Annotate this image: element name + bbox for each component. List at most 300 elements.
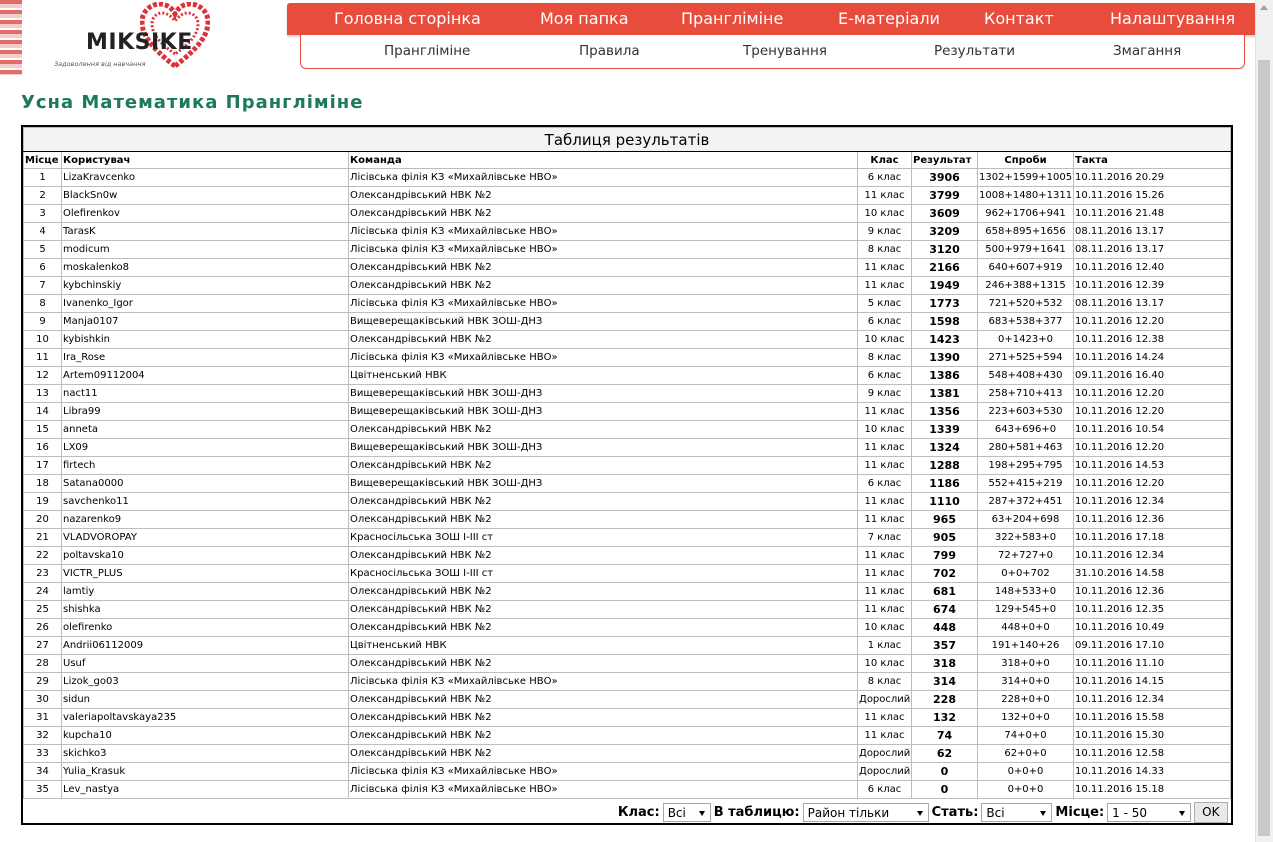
cell-result: 1356: [912, 403, 978, 421]
cell-attempts: 0+0+0: [978, 763, 1074, 781]
table-row: [24, 367, 1231, 385]
cell-class: 11 клас: [858, 547, 912, 565]
table-row: [24, 655, 1231, 673]
cell-place: 7: [24, 277, 62, 295]
ornament-strip: [0, 0, 22, 75]
cell-team: Олександрівський НВК №2: [349, 331, 858, 349]
cell-class: 11 клас: [858, 277, 912, 295]
class-filter-label: Клас:: [617, 804, 660, 820]
cell-time: 10.11.2016 12.20: [1074, 385, 1231, 403]
cell-result: 702: [912, 565, 978, 583]
cell-class: 6 клас: [858, 367, 912, 385]
cell-class: 10 клас: [858, 205, 912, 223]
cell-time: 10.11.2016 14.33: [1074, 763, 1231, 781]
cell-class: 11 клас: [858, 439, 912, 457]
cell-place: 26: [24, 619, 62, 637]
cell-place: 20: [24, 511, 62, 529]
cell-place: 15: [24, 421, 62, 439]
cell-attempts: 129+545+0: [978, 601, 1074, 619]
cell-user[interactable]: sidun: [62, 691, 349, 709]
cell-attempts: 63+204+698: [978, 511, 1074, 529]
cell-user[interactable]: Ira_Rose: [62, 349, 349, 367]
cell-team: Вищеверещаківський НВК ЗОШ-ДНЗ: [349, 403, 858, 421]
header-user[interactable]: Користувач: [62, 152, 349, 169]
cell-time: 10.11.2016 15.26: [1074, 187, 1231, 205]
cell-team: Лісівська філія КЗ «Михайлівське НВО»: [349, 673, 858, 691]
cell-class: Дорослий: [858, 745, 912, 763]
cell-attempts: 246+388+1315: [978, 277, 1074, 295]
vertical-scrollbar[interactable]: [1255, 0, 1273, 842]
cell-class: Дорослий: [858, 691, 912, 709]
cell-time: 10.11.2016 12.36: [1074, 583, 1231, 601]
cell-place: 27: [24, 637, 62, 655]
cell-time: 10.11.2016 10.49: [1074, 619, 1231, 637]
cell-attempts: 643+696+0: [978, 421, 1074, 439]
cell-result: 1598: [912, 313, 978, 331]
cell-result: 1110: [912, 493, 978, 511]
cell-attempts: 287+372+451: [978, 493, 1074, 511]
cell-user[interactable]: Lizok_go03: [62, 673, 349, 691]
cell-class: 6 клас: [858, 781, 912, 799]
cell-user[interactable]: poltavska10: [62, 547, 349, 565]
cell-place: 14: [24, 403, 62, 421]
table-row: [24, 421, 1231, 439]
cell-attempts: 322+583+0: [978, 529, 1074, 547]
cell-attempts: 198+295+795: [978, 457, 1074, 475]
cell-user[interactable]: nazarenko9: [62, 511, 349, 529]
cell-time: 08.11.2016 13.17: [1074, 223, 1231, 241]
cell-result: 3799: [912, 187, 978, 205]
cell-attempts: 148+533+0: [978, 583, 1074, 601]
cell-result: 1288: [912, 457, 978, 475]
cell-attempts: 683+538+377: [978, 313, 1074, 331]
scrollbar-thumb[interactable]: [1258, 60, 1270, 836]
cell-attempts: 658+895+1656: [978, 223, 1074, 241]
cell-place: 12: [24, 367, 62, 385]
table-header-row: [24, 152, 1231, 169]
table-row: [24, 403, 1231, 421]
cell-team: Олександрівський НВК №2: [349, 511, 858, 529]
header-result[interactable]: Результат: [912, 152, 978, 169]
cell-class: 7 клас: [858, 529, 912, 547]
cell-result: 228: [912, 691, 978, 709]
cell-place: 10: [24, 331, 62, 349]
cell-class: 10 клас: [858, 619, 912, 637]
cell-place: 31: [24, 709, 62, 727]
cell-class: 8 клас: [858, 673, 912, 691]
cell-result: 3209: [912, 223, 978, 241]
cell-result: 318: [912, 655, 978, 673]
cell-result: 799: [912, 547, 978, 565]
cell-result: 1423: [912, 331, 978, 349]
cell-result: 0: [912, 763, 978, 781]
table-row: [24, 673, 1231, 691]
table-row: [24, 619, 1231, 637]
cell-result: 905: [912, 529, 978, 547]
cell-user[interactable]: Ivanenko_Igor: [62, 295, 349, 313]
cell-time: 10.11.2016 15.58: [1074, 709, 1231, 727]
subnav-results[interactable]: Результати: [934, 43, 1015, 59]
header-attempts[interactable]: Спроби: [978, 152, 1074, 169]
cell-team: Лісівська філія КЗ «Михайлівське НВО»: [349, 169, 858, 187]
cell-result: 3906: [912, 169, 978, 187]
cell-team: Олександрівський НВК №2: [349, 259, 858, 277]
scroll-up-arrow-icon[interactable]: [1260, 5, 1268, 10]
cell-class: 11 клас: [858, 493, 912, 511]
cell-attempts: 1008+1480+1311: [978, 187, 1074, 205]
cell-user[interactable]: nact11: [62, 385, 349, 403]
cell-result: 357: [912, 637, 978, 655]
cell-time: 10.11.2016 10.54: [1074, 421, 1231, 439]
cell-user[interactable]: Olefirenkov: [62, 205, 349, 223]
cell-user[interactable]: BlackSn0w: [62, 187, 349, 205]
cell-class: 10 клас: [858, 331, 912, 349]
cell-time: 08.11.2016 13.17: [1074, 295, 1231, 313]
cell-attempts: 500+979+1641: [978, 241, 1074, 259]
cell-team: Олександрівський НВК №2: [349, 745, 858, 763]
cell-team: Олександрівський НВК №2: [349, 619, 858, 637]
cell-user[interactable]: LX09: [62, 439, 349, 457]
cell-time: 10.11.2016 17.18: [1074, 529, 1231, 547]
cell-attempts: 271+525+594: [978, 349, 1074, 367]
cell-team: Олександрівський НВК №2: [349, 547, 858, 565]
filter-cell: [24, 799, 1231, 826]
cell-user[interactable]: shishka: [62, 601, 349, 619]
cell-result: 1339: [912, 421, 978, 439]
cell-result: 1324: [912, 439, 978, 457]
cell-result: 1381: [912, 385, 978, 403]
cell-time: 10.11.2016 12.36: [1074, 511, 1231, 529]
main-navigation: [287, 3, 1258, 35]
cell-class: 10 клас: [858, 655, 912, 673]
header-class[interactable]: Клас: [858, 152, 912, 169]
table-row: [24, 565, 1231, 583]
results-table: [21, 125, 1233, 825]
cell-place: 5: [24, 241, 62, 259]
cell-user[interactable]: skichko3: [62, 745, 349, 763]
place-filter-select[interactable]: 1 - 50: [1107, 803, 1191, 822]
cell-class: 10 клас: [858, 421, 912, 439]
cell-place: 11: [24, 349, 62, 367]
table-row: [24, 745, 1231, 763]
cell-user[interactable]: modicum: [62, 241, 349, 259]
cell-attempts: 640+607+919: [978, 259, 1074, 277]
cell-attempts: 72+727+0: [978, 547, 1074, 565]
cell-team: Олександрівський НВК №2: [349, 655, 858, 673]
cell-user[interactable]: moskalenko8: [62, 259, 349, 277]
cell-class: 5 клас: [858, 295, 912, 313]
cell-team: Олександрівський НВК №2: [349, 187, 858, 205]
cell-class: 1 клас: [858, 637, 912, 655]
logo-text: MIKSIKE: [86, 30, 193, 55]
cell-user[interactable]: firtech: [62, 457, 349, 475]
cell-result: 74: [912, 727, 978, 745]
cell-team: Лісівська філія КЗ «Михайлівське НВО»: [349, 763, 858, 781]
cell-time: 10.11.2016 14.24: [1074, 349, 1231, 367]
cell-result: 1390: [912, 349, 978, 367]
cell-time: 31.10.2016 14.58: [1074, 565, 1231, 583]
cell-user[interactable]: kybishkin: [62, 331, 349, 349]
table-row: [24, 457, 1231, 475]
cell-team: Олександрівський НВК №2: [349, 709, 858, 727]
subnav-training[interactable]: Тренування: [743, 43, 827, 59]
cell-attempts: 0+0+702: [978, 565, 1074, 583]
table-row: [24, 475, 1231, 493]
cell-user[interactable]: Manja0107: [62, 313, 349, 331]
subnav-pranglimine[interactable]: Прангліміне: [384, 43, 471, 59]
cell-attempts: 721+520+532: [978, 295, 1074, 313]
table-row: [24, 529, 1231, 547]
cell-user[interactable]: savchenko11: [62, 493, 349, 511]
cell-class: 6 клас: [858, 313, 912, 331]
cell-attempts: 62+0+0: [978, 745, 1074, 763]
gender-filter-select[interactable]: Всі: [981, 803, 1052, 822]
header-time[interactable]: Такта: [1074, 152, 1231, 169]
cell-place: 32: [24, 727, 62, 745]
cell-place: 33: [24, 745, 62, 763]
cell-attempts: 448+0+0: [978, 619, 1074, 637]
cell-attempts: 314+0+0: [978, 673, 1074, 691]
table-row: [24, 331, 1231, 349]
table-row: [24, 691, 1231, 709]
table-row: [24, 223, 1231, 241]
cell-team: Вищеверещаківський НВК ЗОШ-ДНЗ: [349, 385, 858, 403]
cell-attempts: 1302+1599+1005: [978, 169, 1074, 187]
table-row: [24, 313, 1231, 331]
cell-place: 9: [24, 313, 62, 331]
cell-place: 34: [24, 763, 62, 781]
cell-time: 10.11.2016 11.10: [1074, 655, 1231, 673]
cell-place: 2: [24, 187, 62, 205]
cell-class: 11 клас: [858, 727, 912, 745]
table-row: [24, 277, 1231, 295]
table-body: [24, 169, 1231, 799]
cell-time: 10.11.2016 21.48: [1074, 205, 1231, 223]
cell-team: Олександрівський НВК №2: [349, 205, 858, 223]
cell-team: Олександрівський НВК №2: [349, 457, 858, 475]
nav-my-folder[interactable]: Моя папка: [540, 9, 629, 28]
table-row: [24, 511, 1231, 529]
cell-team: Олександрівський НВК №2: [349, 583, 858, 601]
cell-time: 10.11.2016 15.18: [1074, 781, 1231, 799]
cell-user[interactable]: Artem09112004: [62, 367, 349, 385]
header-place[interactable]: Місце: [24, 152, 62, 169]
table-row: [24, 601, 1231, 619]
cell-time: 10.11.2016 12.34: [1074, 493, 1231, 511]
cell-time: 09.11.2016 16.40: [1074, 367, 1231, 385]
cell-team: Лісівська філія КЗ «Михайлівське НВО»: [349, 349, 858, 367]
cell-time: 10.11.2016 12.20: [1074, 475, 1231, 493]
cell-place: 23: [24, 565, 62, 583]
cell-place: 3: [24, 205, 62, 223]
table-row: [24, 205, 1231, 223]
cell-result: 0: [912, 781, 978, 799]
cell-user[interactable]: TarasK: [62, 223, 349, 241]
cell-user[interactable]: LizaKravcenko: [62, 169, 349, 187]
cell-time: 10.11.2016 12.35: [1074, 601, 1231, 619]
table-row: [24, 295, 1231, 313]
cell-team: Олександрівський НВК №2: [349, 421, 858, 439]
cell-class: 9 клас: [858, 223, 912, 241]
cell-result: 314: [912, 673, 978, 691]
header-team[interactable]: Команда: [349, 152, 858, 169]
table-row: [24, 727, 1231, 745]
cell-place: 19: [24, 493, 62, 511]
cell-attempts: 74+0+0: [978, 727, 1074, 745]
cell-team: Вищеверещаківський НВК ЗОШ-ДНЗ: [349, 439, 858, 457]
cell-place: 8: [24, 295, 62, 313]
cell-place: 28: [24, 655, 62, 673]
cell-user[interactable]: Lev_nastya: [62, 781, 349, 799]
cell-team: Олександрівський НВК №2: [349, 493, 858, 511]
cell-class: 6 клас: [858, 475, 912, 493]
nav-home[interactable]: Головна сторінка: [334, 9, 481, 28]
cell-time: 10.11.2016 15.30: [1074, 727, 1231, 745]
cell-user[interactable]: anneta: [62, 421, 349, 439]
cell-time: 10.11.2016 14.53: [1074, 457, 1231, 475]
cell-team: Лісівська філія КЗ «Михайлівське НВО»: [349, 241, 858, 259]
cell-time: 10.11.2016 12.20: [1074, 439, 1231, 457]
cell-time: 10.11.2016 12.20: [1074, 403, 1231, 421]
subnav-competitions[interactable]: Змагання: [1113, 43, 1182, 59]
cell-place: 13: [24, 385, 62, 403]
cell-attempts: 228+0+0: [978, 691, 1074, 709]
cell-result: 3120: [912, 241, 978, 259]
cell-attempts: 191+140+26: [978, 637, 1074, 655]
cell-time: 10.11.2016 12.34: [1074, 547, 1231, 565]
cell-place: 4: [24, 223, 62, 241]
cell-class: 11 клас: [858, 583, 912, 601]
cell-place: 22: [24, 547, 62, 565]
cell-user[interactable]: Andrii06112009: [62, 637, 349, 655]
cell-place: 24: [24, 583, 62, 601]
logo-tagline: Задоволення від навчання: [54, 60, 146, 68]
cell-user[interactable]: kupcha10: [62, 727, 349, 745]
place-filter-label: Місце:: [1055, 804, 1105, 820]
page-title: Усна Математика Прангліміне: [21, 92, 364, 113]
table-row: [24, 439, 1231, 457]
cell-team: Лісівська філія КЗ «Михайлівське НВО»: [349, 223, 858, 241]
cell-place: 18: [24, 475, 62, 493]
table-row: [24, 781, 1231, 799]
cell-team: Лісівська філія КЗ «Михайлівське НВО»: [349, 781, 858, 799]
cell-attempts: 0+1423+0: [978, 331, 1074, 349]
table-row: [24, 637, 1231, 655]
nav-e-materials[interactable]: Е-матеріали: [838, 9, 940, 28]
cell-place: 35: [24, 781, 62, 799]
cell-team: Красносільська ЗОШ І-ІІІ ст: [349, 565, 858, 583]
cell-attempts: 258+710+413: [978, 385, 1074, 403]
nav-pranglimine[interactable]: Прангліміне: [681, 9, 784, 28]
cell-class: 8 клас: [858, 349, 912, 367]
cell-team: Олександрівський НВК №2: [349, 691, 858, 709]
cell-class: 11 клас: [858, 259, 912, 277]
cell-time: 09.11.2016 17.10: [1074, 637, 1231, 655]
cell-class: 11 клас: [858, 511, 912, 529]
cell-class: 8 клас: [858, 241, 912, 259]
cell-user[interactable]: valeriapoltavskaya235: [62, 709, 349, 727]
cell-attempts: 962+1706+941: [978, 205, 1074, 223]
cell-time: 10.11.2016 14.15: [1074, 673, 1231, 691]
cell-result: 132: [912, 709, 978, 727]
table-row: [24, 349, 1231, 367]
cell-result: 1186: [912, 475, 978, 493]
table-row: [24, 547, 1231, 565]
cell-result: 674: [912, 601, 978, 619]
table-row: [24, 169, 1231, 187]
cell-result: 1773: [912, 295, 978, 313]
cell-result: 448: [912, 619, 978, 637]
cell-result: 62: [912, 745, 978, 763]
table-row: [24, 187, 1231, 205]
cell-place: 25: [24, 601, 62, 619]
cell-time: 10.11.2016 12.40: [1074, 259, 1231, 277]
cell-team: Олександрівський НВК №2: [349, 601, 858, 619]
cell-place: 29: [24, 673, 62, 691]
nav-settings[interactable]: Налаштування: [1110, 9, 1236, 28]
cell-team: Вищеверещаківський НВК ЗОШ-ДНЗ: [349, 313, 858, 331]
cell-class: 11 клас: [858, 187, 912, 205]
table-row: [24, 259, 1231, 277]
cell-team: Олександрівський НВК №2: [349, 727, 858, 745]
site-logo[interactable]: [0, 0, 215, 75]
cell-class: Дорослий: [858, 763, 912, 781]
table-row: [24, 709, 1231, 727]
cell-place: 16: [24, 439, 62, 457]
cell-result: 2166: [912, 259, 978, 277]
cell-team: Красносільська ЗОШ І-ІІІ ст: [349, 529, 858, 547]
cell-user[interactable]: lamtiy: [62, 583, 349, 601]
cell-attempts: 318+0+0: [978, 655, 1074, 673]
cell-team: Вищеверещаківський НВК ЗОШ-ДНЗ: [349, 475, 858, 493]
cell-result: 681: [912, 583, 978, 601]
class-filter-select[interactable]: Всі: [663, 803, 711, 822]
cell-user[interactable]: Yulia_Krasuk: [62, 763, 349, 781]
nav-contact[interactable]: Контакт: [984, 9, 1054, 28]
gender-filter-label: Стать:: [931, 804, 979, 820]
cell-place: 1: [24, 169, 62, 187]
cell-place: 21: [24, 529, 62, 547]
cell-user[interactable]: Usuf: [62, 655, 349, 673]
cell-attempts: 223+603+530: [978, 403, 1074, 421]
cell-user[interactable]: kybchinskiy: [62, 277, 349, 295]
cell-class: 11 клас: [858, 403, 912, 421]
cell-user[interactable]: Libra99: [62, 403, 349, 421]
cell-team: Олександрівський НВК №2: [349, 277, 858, 295]
cell-place: 30: [24, 691, 62, 709]
table-row: [24, 241, 1231, 259]
cell-time: 10.11.2016 12.58: [1074, 745, 1231, 763]
cell-place: 17: [24, 457, 62, 475]
cell-attempts: 0+0+0: [978, 781, 1074, 799]
cell-user[interactable]: Satana0000: [62, 475, 349, 493]
cell-class: 11 клас: [858, 709, 912, 727]
cell-time: 10.11.2016 12.39: [1074, 277, 1231, 295]
cell-user[interactable]: VICTR_PLUS: [62, 565, 349, 583]
subnav-rules[interactable]: Правила: [579, 43, 640, 59]
cell-user[interactable]: VLADVOROPAY: [62, 529, 349, 547]
cell-attempts: 280+581+463: [978, 439, 1074, 457]
cell-team: Цвітненський НВК: [349, 637, 858, 655]
table-filter-select[interactable]: Район тільки: [803, 803, 929, 822]
cell-user[interactable]: olefirenko: [62, 619, 349, 637]
cell-class: 11 клас: [858, 457, 912, 475]
ok-button[interactable]: OK: [1194, 802, 1227, 823]
cell-result: 1386: [912, 367, 978, 385]
cell-time: 10.11.2016 12.38: [1074, 331, 1231, 349]
cell-time: 10.11.2016 20.29: [1074, 169, 1231, 187]
cell-time: 10.11.2016 12.34: [1074, 691, 1231, 709]
